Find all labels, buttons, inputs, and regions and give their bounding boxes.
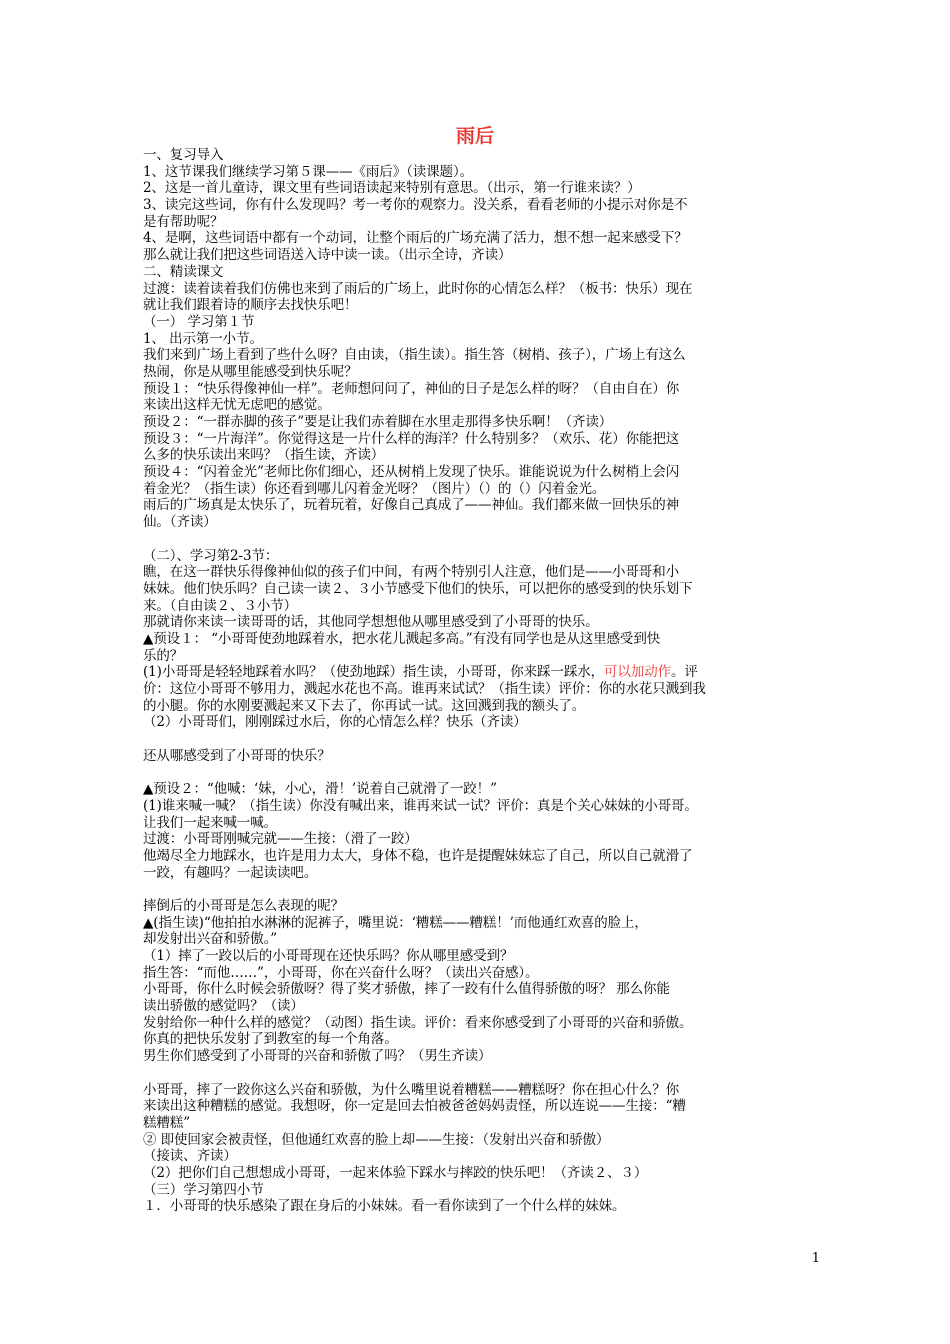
blank-line (143, 1065, 811, 1082)
text-line: (1)谁来喊一喊？（指生读）你没有喊出来，谁再来试一试？评价：真是个关心妹妹的小哥哥。 (143, 797, 698, 814)
text-line: 我们来到广场上看到了些什么呀？自由读，（指生读）。指生答（树梢、孩子），广场上有这么 (143, 347, 686, 364)
text-line: 4、是啊，这些词语中都有一个动词，让整个雨后的广场充满了活力，想不想一起来感受下？ (143, 230, 688, 247)
text-line: 小哥哥，摔了一跤你这么兴奋和骄傲，为什么嘴里说着糟糕——糟糕呀？你在担心什么？你 (143, 1081, 679, 1098)
text-line: （一） 学习第１节 (143, 313, 255, 330)
text-line: 男生你们感受到了小哥哥的兴奋和骄傲了吗？（男生齐读） (143, 1048, 492, 1065)
text-line: ▲预设２：“他喊：‘妹，小心，滑！’说着自己就滑了一跤！” (143, 781, 497, 798)
text-line: 2、这是一首儿童诗，课文里有些词语读起来特别有意思。（出示，第一行谁来读？） (143, 180, 641, 197)
text-line: 糕糟糕” (143, 1114, 191, 1131)
text-line: 一跤，有趣吗？一起读读吧。 (143, 864, 318, 881)
text-line: 1、 出示第一小节。 (143, 330, 263, 347)
text-line: 读出骄傲的感觉吗？（读） (143, 998, 304, 1015)
text-segment: 。评 (671, 664, 698, 681)
text-line: 是有帮助呢？ (143, 213, 224, 230)
text-line: （三）学习第四小节 (143, 1181, 264, 1198)
text-line: 预设１：“快乐得像神仙一样”。老师想问问了，神仙的日子是怎么样的呀？（自由自在）你 (143, 380, 680, 397)
text-line: 小哥哥，你什么时候会骄傲呀？得了奖才骄傲，摔了一跤有什么值得骄傲的呀？ 那么你能 (143, 981, 670, 998)
text-line: 摔倒后的小哥哥是怎么表现的呢？ (143, 897, 344, 914)
text-line: 1、这节课我们继续学习第５课——《雨后》（读课题）。 (143, 163, 473, 180)
text-line: 却发射出兴奋和骄傲。” (143, 931, 278, 948)
text-line: 那就请你来读一读哥哥的话，其他同学想想他从哪里感受到了小哥哥的快乐。 (143, 614, 599, 631)
text-line: 让我们一起来喊一喊。 (143, 814, 277, 831)
text-line-with-highlight (143, 664, 811, 681)
text-line: 热闹，你是从哪里能感受到快乐呢？ (143, 363, 358, 380)
text-line: 3、读完这些词，你有什么发现吗？考一考你的观察力。没关系，看看老师的小提示对你是不 (143, 197, 688, 214)
text-line: 预设３：“一片海洋”。你觉得这是一片什么样的海洋？什么特别多？（欢乐、花）你能把这 (143, 430, 680, 447)
text-line: 指生答：“而他……”，小哥哥，你在兴奋什么呀？（读出兴奋感）。 (143, 964, 539, 981)
text-line: 还从哪感受到了小哥哥的快乐？ (143, 747, 331, 764)
text-line: （2）小哥哥们，刚刚踩过水后，你的心情怎么样？快乐（齐读） (143, 714, 527, 731)
text-line: 来读出这种糟糕的感觉。我想呀，你一定是回去怕被爸爸妈妈责怪，所以连说——生接：“糟 (143, 1098, 686, 1115)
blank-line (143, 531, 811, 548)
text-line: 过渡：小哥哥刚喊完就——生接：（滑了一跤） (143, 831, 418, 848)
text-line: （接读、齐读） (143, 1148, 237, 1165)
text-line: （二）、学习第2-3节： (143, 547, 279, 564)
text-line: 瞧，在这一群快乐得像神仙似的孩子们中间，有两个特别引人注意，他们是——小哥哥和小 (143, 564, 679, 581)
highlighted-text: 可以加动作 (604, 664, 672, 681)
text-line: １．小哥哥的快乐感染了跟在身后的小妹妹。看一看你读到了一个什么样的妹妹。 (143, 1198, 626, 1215)
blank-line (143, 731, 811, 748)
text-line: 仙。（齐读） (143, 514, 217, 531)
blank-line (143, 764, 811, 781)
document-title: 雨后 (455, 125, 494, 147)
text-segment: (1)小哥哥是轻轻地踩着水吗？（使劲地踩）指生读，小哥哥，你来踩一踩水， (143, 664, 605, 681)
text-line: 你真的把快乐发射了到教室的每一个角落。 (143, 1031, 398, 1048)
text-line: ▲(指生读)“他拍拍水淋淋的泥裤子，嘴里说：‘糟糕——糟糕！’而他通红欢喜的脸上， (143, 914, 648, 931)
text-line: 着金光？（指生读）你还看到哪儿闪着金光呀？（图片）（）的（）闪着金光。 (143, 480, 606, 497)
text-line: ② 即使回家会被责怪，但他通红欢喜的脸上却——生接：（发射出兴奋和骄傲） (143, 1131, 610, 1148)
text-line: 他竭尽全力地踩水，也许是用力太大，身体不稳，也许是提醒妹妹忘了自己，所以自己就滑了 (143, 847, 693, 864)
text-line: 价：这位小哥哥不够用力，溅起水花也不高。谁再来试试？（指生读）评价：你的水花只溅到我 (143, 681, 706, 697)
text-line: 的小腿。你的水刚要溅起来又下去了，你再试一试。这回溅到我的额头了。 (143, 697, 586, 714)
blank-line (143, 881, 811, 898)
text-line: （1）摔了一跤以后的小哥哥现在还快乐吗？你从哪里感受到？ (143, 948, 514, 964)
text-line: 么多的快乐读出来吗？（指生读，齐读） (143, 447, 385, 464)
text-line: （2）把你们自己想想成小哥哥，一起来体验下踩水与摔跤的快乐吧！（齐读２、３） (143, 1164, 648, 1181)
text-line: 那么就让我们把这些词语送入诗中读一读。（出示全诗，齐读） (143, 247, 512, 264)
text-line: 乐的？ (143, 647, 184, 664)
text-line: 妹妹。他们快乐吗？自己读一读２、３小节感受下他们的快乐，可以把你的感受到的快乐划下 (143, 580, 693, 597)
text-line: 过渡：读着读着我们仿佛也来到了雨后的广场上，此时你的心情怎么样？（板书：快乐）现在 (143, 280, 693, 297)
text-line: ▲预设１： “小哥哥使劲地踩着水，把水花儿溅起多高。”有没有同学也是从这里感受到快 (143, 630, 661, 647)
text-line: 一、复习导入 (143, 147, 224, 163)
text-line: 来。（自由读２、３小节） (143, 597, 298, 614)
text-line: 预设２：“一群赤脚的孩子”要是让我们赤着脚在水里走那得多快乐啊！（齐读） (143, 414, 613, 430)
text-line: 雨后的广场真是太快乐了，玩着玩着，好像自己真成了——神仙。我们都来做一回快乐的神 (143, 497, 679, 514)
document-body (143, 147, 811, 1215)
text-line: 就让我们跟着诗的顺序去找快乐吧！ (143, 297, 358, 314)
text-line: 发射给你一种什么样的感觉？（动图）指生读。评价：看来你感受到了小哥哥的兴奋和骄傲。 (143, 1014, 693, 1031)
page-number: 1 (811, 1251, 820, 1266)
text-line: 来读出这样无忧无虑吧的感觉。 (143, 397, 331, 414)
text-line: 二、精读课文 (143, 263, 224, 280)
text-line: 预设４：“闪着金光”老师比你们细心，还从树梢上发现了快乐。谁能说说为什么树梢上会闪 (143, 464, 680, 481)
